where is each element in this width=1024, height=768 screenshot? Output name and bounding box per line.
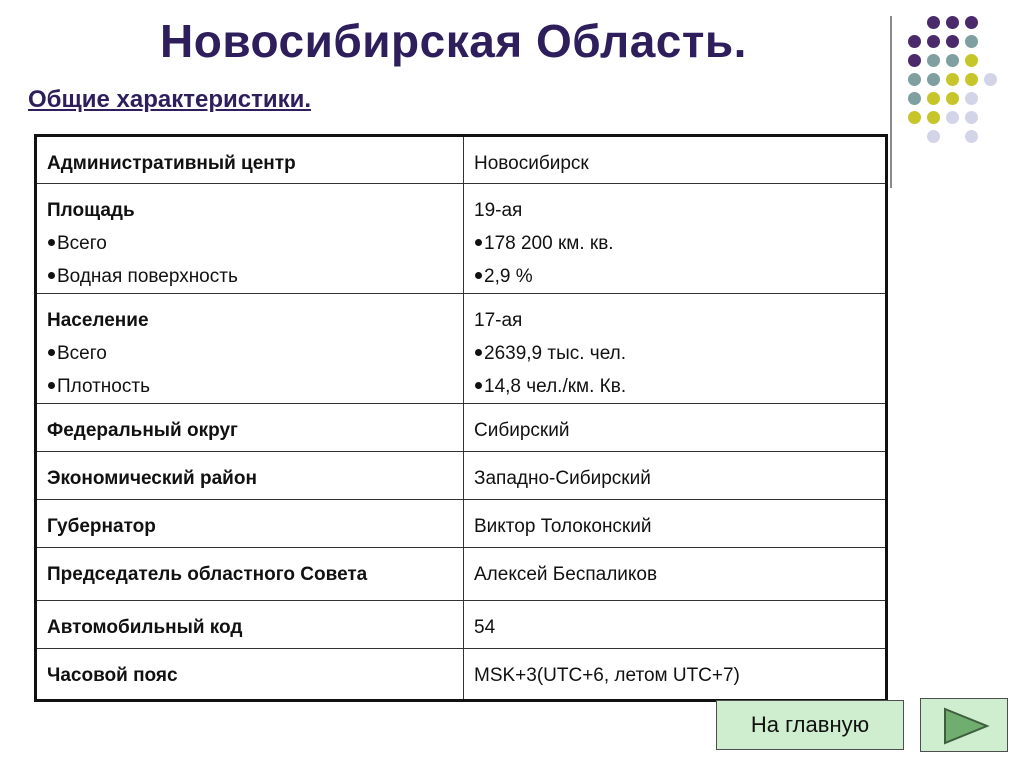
row-key: Председатель областного Совета <box>36 548 464 601</box>
table-row <box>36 601 887 649</box>
row-value-heading: 17-ая <box>474 310 523 331</box>
decorative-dot <box>927 92 940 105</box>
bullet-icon <box>475 272 482 279</box>
page-title: Новосибирская Область. <box>160 15 747 67</box>
table-row <box>36 649 887 701</box>
list-item: Водная поверхность <box>47 260 453 293</box>
list-item: 14,8 чел./км. Кв. <box>474 370 875 403</box>
row-value: 54 <box>464 601 887 649</box>
row-value-heading: 19-ая <box>474 200 523 221</box>
decorative-dot <box>927 35 940 48</box>
row-value: Западно-Сибирский <box>464 452 887 500</box>
table-row <box>36 184 887 294</box>
bullet-icon <box>48 349 55 356</box>
list-item: 2,9 % <box>474 260 875 293</box>
row-key: Федеральный округ <box>36 404 464 452</box>
decorative-dot <box>927 16 940 29</box>
row-value: MSK+3(UTC+6, летом UTC+7) <box>464 649 887 701</box>
decorative-dot <box>927 54 940 67</box>
decorative-dot <box>984 73 997 86</box>
decorative-dot <box>927 73 940 86</box>
row-key: Часовой пояс <box>36 649 464 701</box>
row-key: Губернатор <box>36 500 464 548</box>
page-subtitle: Общие характеристики. <box>28 86 312 113</box>
bullet-icon <box>475 382 482 389</box>
table-row <box>36 404 887 452</box>
list-item: 2639,9 тыс. чел. <box>474 337 875 370</box>
list-item: 178 200 км. кв. <box>474 227 875 260</box>
decorative-dot <box>908 92 921 105</box>
table-row <box>36 294 887 404</box>
row-key: Экономический район <box>36 452 464 500</box>
next-slide-button[interactable] <box>920 698 1008 752</box>
decorative-dot <box>965 35 978 48</box>
bullet-icon <box>475 239 482 246</box>
row-key-heading: Площадь <box>47 200 135 221</box>
decorative-dot <box>965 92 978 105</box>
table-row <box>36 500 887 548</box>
decorative-dot <box>946 92 959 105</box>
table-row <box>36 452 887 500</box>
decorative-dot <box>965 16 978 29</box>
decorative-dot <box>908 54 921 67</box>
table-row <box>36 136 887 184</box>
decorative-dot <box>965 130 978 143</box>
decorative-dot <box>927 111 940 124</box>
decorative-dot <box>946 111 959 124</box>
row-key: Автомобильный код <box>36 601 464 649</box>
decorative-divider <box>890 16 892 188</box>
row-value: Алексей Беспаликов <box>464 548 887 601</box>
row-value <box>464 184 887 294</box>
row-key <box>36 294 464 404</box>
play-arrow-icon <box>921 699 1009 753</box>
decorative-dot <box>946 16 959 29</box>
list-item: Всего <box>47 337 453 370</box>
list-item: Всего <box>47 227 453 260</box>
decorative-dot <box>965 111 978 124</box>
row-key: Административный центр <box>36 136 464 184</box>
decorative-dot <box>946 35 959 48</box>
decorative-dot <box>965 54 978 67</box>
row-key <box>36 184 464 294</box>
row-key-heading: Население <box>47 310 149 331</box>
decorative-dot <box>946 73 959 86</box>
decorative-dot <box>908 35 921 48</box>
row-value: Виктор Толоконский <box>464 500 887 548</box>
table-row <box>36 548 887 601</box>
bullet-icon <box>48 382 55 389</box>
decorative-dot <box>927 130 940 143</box>
decorative-dot-grid <box>900 12 1010 172</box>
bullet-icon <box>475 349 482 356</box>
decorative-dot <box>908 111 921 124</box>
list-item: Плотность <box>47 370 453 403</box>
decorative-dot <box>908 73 921 86</box>
home-button[interactable]: На главную <box>716 700 904 750</box>
decorative-dot <box>965 73 978 86</box>
bullet-icon <box>48 239 55 246</box>
characteristics-table <box>34 134 888 702</box>
row-value: Новосибирск <box>464 136 887 184</box>
row-value <box>464 294 887 404</box>
decorative-dot <box>946 54 959 67</box>
bullet-icon <box>48 272 55 279</box>
row-value: Сибирский <box>464 404 887 452</box>
